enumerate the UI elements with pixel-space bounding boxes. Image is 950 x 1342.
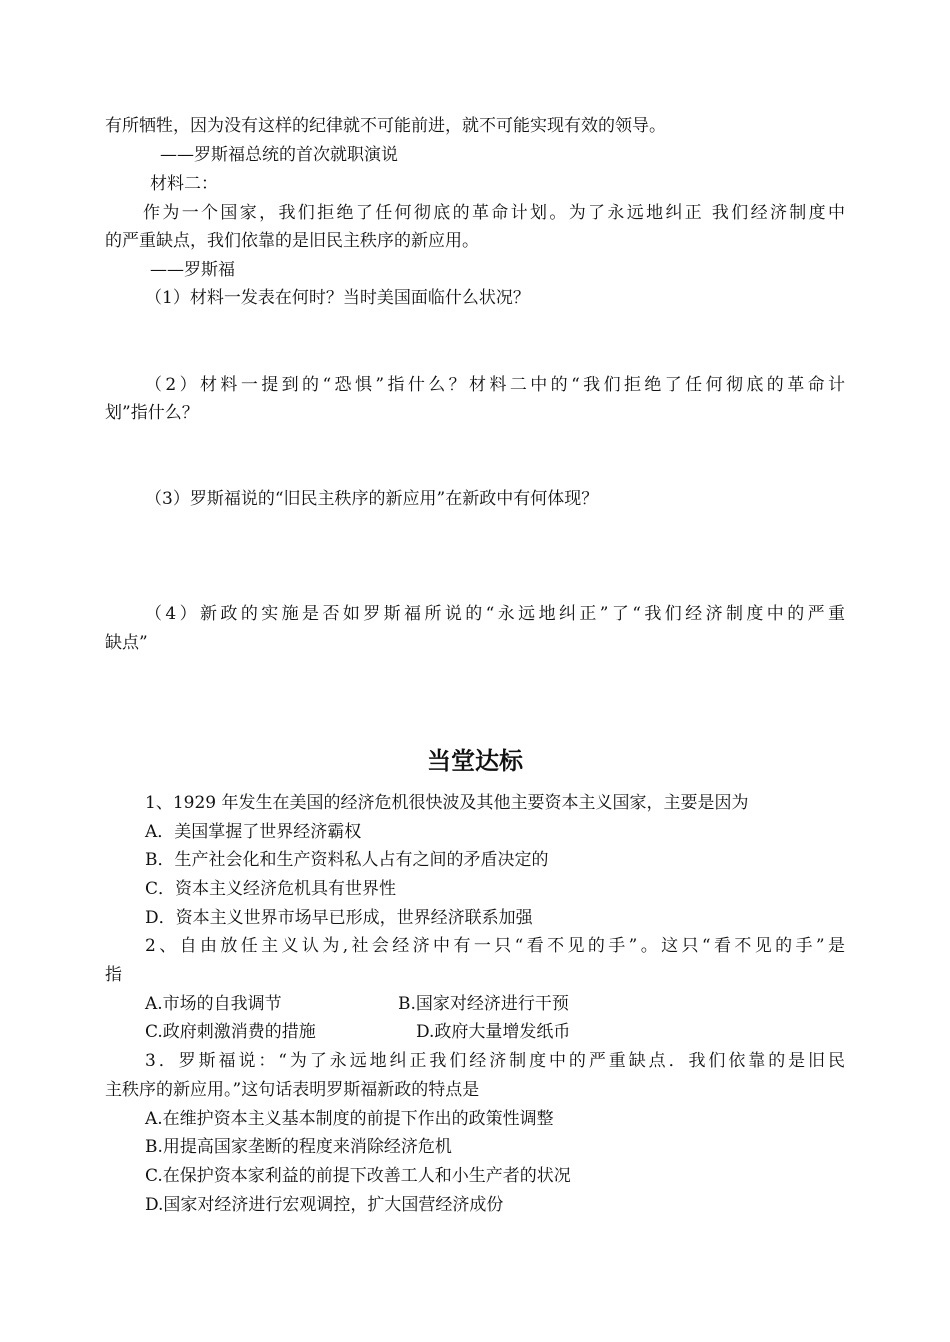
exercise-2-option-b: B.国家对经济进行干预 — [398, 994, 569, 1014]
exercise-1-option-d: D．资本主义世界市场早已形成，世界经济联系加强 — [145, 908, 533, 928]
material2-heading: 材料二： — [150, 174, 218, 194]
question-2-line2: 划”指什么？ — [105, 403, 199, 423]
material2-source: ——罗斯福 — [150, 260, 235, 280]
exercise-3-option-b: B.用提高国家垄断的程度来消除经济危机 — [145, 1137, 452, 1157]
exercise-2-stem-line2: 指 — [105, 965, 122, 985]
exercise-3-option-d: D.国家对经济进行宏观调控，扩大国营经济成份 — [145, 1195, 504, 1215]
material2-line2: 的严重缺点，我们依靠的是旧民主秩序的新应用。 — [105, 231, 479, 251]
material1-source: ——罗斯福总统的首次就职演说 — [160, 145, 398, 165]
exercise-2-option-c: C.政府刺激消费的措施 — [145, 1022, 316, 1042]
exercise-1-stem: 1、1929 年发生在美国的经济危机很快波及其他主要资本主义国家，主要是因为 — [145, 793, 749, 813]
question-4-line1: （4）新政的实施是否如罗斯福所说的“永远地纠正”了“我们经济制度中的严重 — [145, 604, 845, 624]
exercise-1-option-c: C．资本主义经济危机具有世界性 — [145, 879, 397, 899]
exercise-2-option-a: A.市场的自我调节 — [145, 994, 282, 1014]
material1-continuation: 有所牺牲，因为没有这样的纪律就不可能前进，就不可能实现有效的领导。 — [105, 116, 666, 136]
question-4-line2: 缺点” — [105, 633, 148, 653]
question-2-line1: （2）材料一提到的“恐惧”指什么？材料二中的“我们拒绝了任何彻底的革命计 — [145, 375, 845, 395]
exercise-1-option-b: B．生产社会化和生产资料私人占有之间的矛盾决定的 — [145, 850, 549, 870]
question-3: （3）罗斯福说的“旧民主秩序的新应用”在新政中有何体现？ — [145, 489, 599, 509]
question-1: （1）材料一发表在何时？当时美国面临什么状况？ — [145, 288, 530, 308]
exercise-2-stem-line1: 2、自由放任主义认为,社会经济中有一只“看不见的手”。这只“看不见的手”是 — [145, 936, 845, 956]
material2-line1: 作为一个国家，我们拒绝了任何彻底的革命计划。为了永远地纠正 我们经济制度中 — [143, 203, 845, 223]
exercise-1-option-a: A．美国掌握了世界经济霸权 — [145, 822, 362, 842]
exercise-3-stem-line1: 3．罗斯福说：“为了永远地纠正我们经济制度中的严重缺点．我们依靠的是旧民 — [145, 1051, 845, 1071]
section-title: 当堂达标 — [427, 747, 523, 775]
exercise-2-option-d: D.政府大量增发纸币 — [416, 1022, 571, 1042]
exercise-3-option-c: C.在保护资本家利益的前提下改善工人和小生产者的状况 — [145, 1166, 571, 1186]
exercise-3-option-a: A.在维护资本主义基本制度的前提下作出的政策性调整 — [145, 1109, 554, 1129]
exercise-3-stem-line2: 主秩序的新应用。”这句话表明罗斯福新政的特点是 — [105, 1080, 480, 1100]
